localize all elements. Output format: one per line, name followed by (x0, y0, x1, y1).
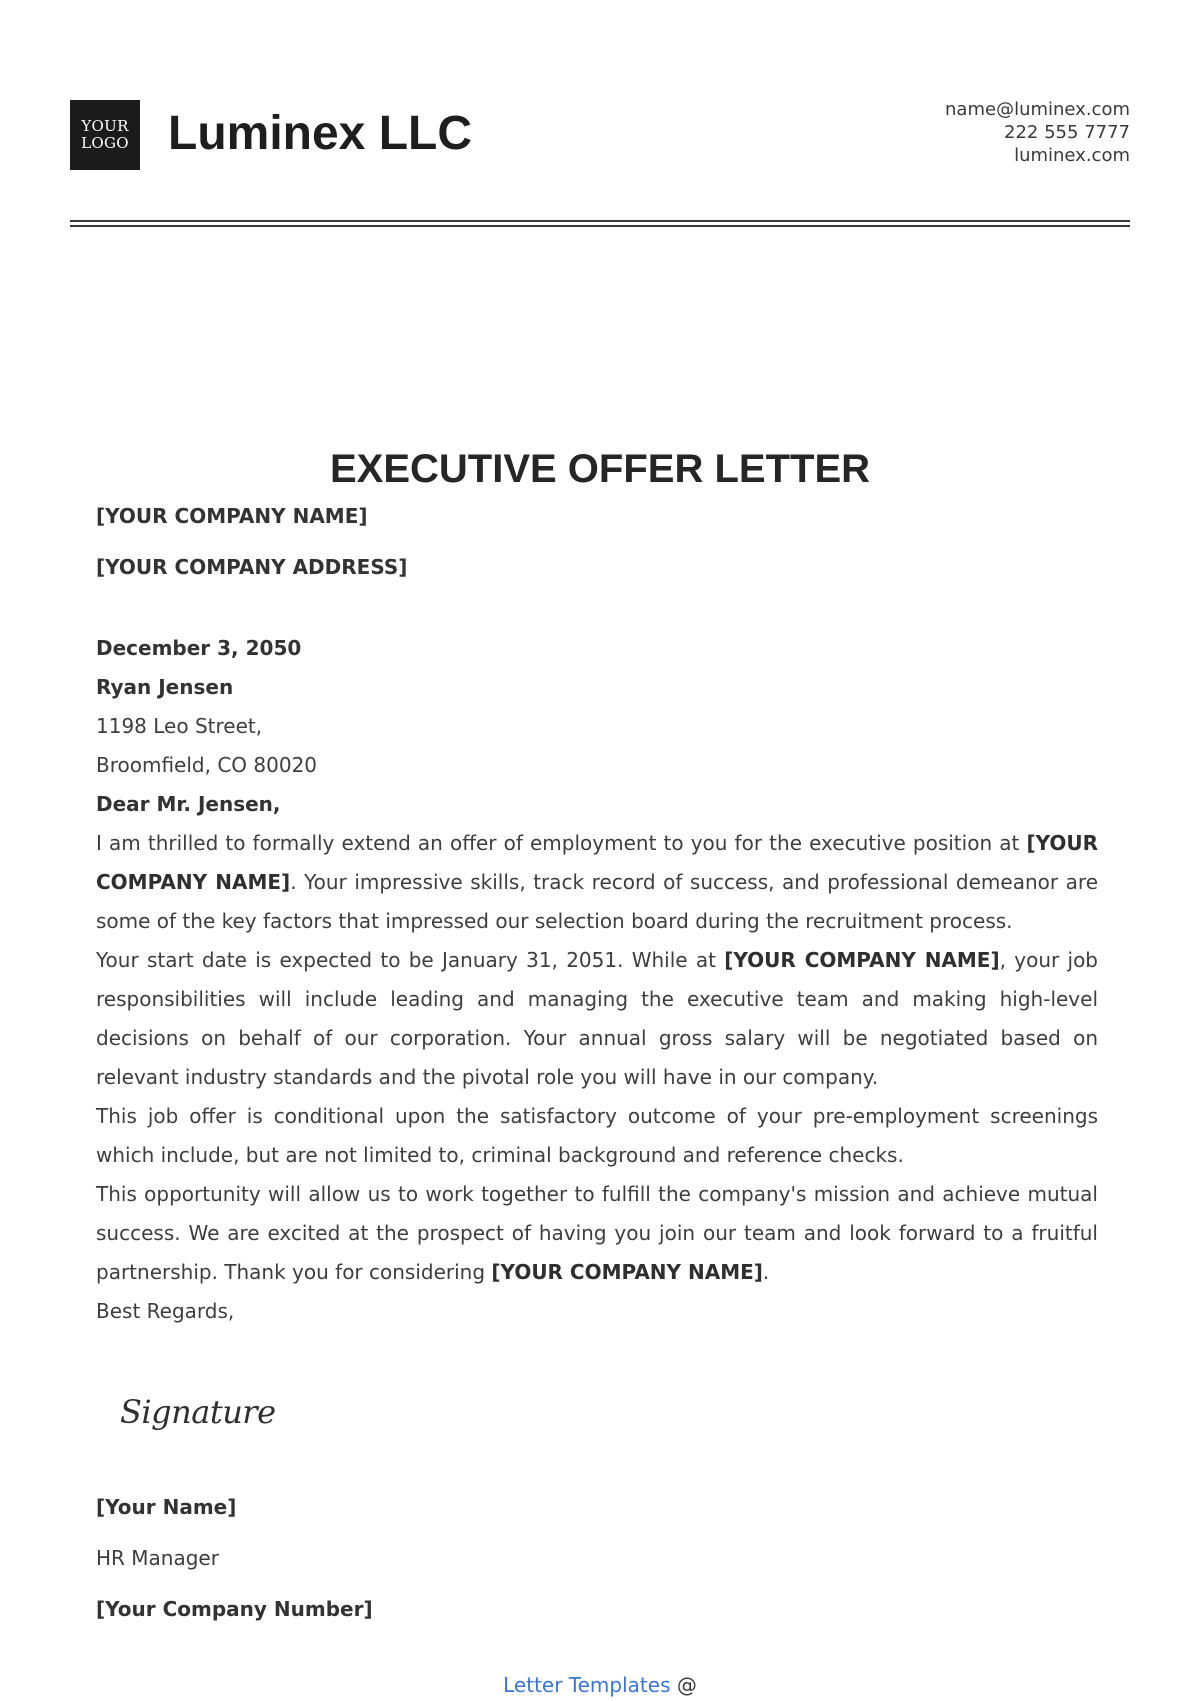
logo-text: YOUR LOGO (81, 117, 129, 152)
contact-block (945, 98, 1130, 167)
paragraph-1-text-b: . Your impressive skills, track record of success, and professional demeanor are some of the key factors that impressed our selection board during the recruitment process. (96, 870, 1098, 933)
company-brand-name: Luminex LLC (168, 107, 473, 160)
header-divider (70, 220, 1130, 227)
sender-company-address: [YOUR COMPANY ADDRESS] (96, 555, 408, 579)
paragraph-3: This job offer is conditional upon the satisfactory outcome of your pre-employment screenings which include, but are not limited to, criminal background and reference checks. (96, 1104, 1098, 1167)
paragraph-2-text-b: , your job responsibilities will include leading and managing the executive team and making high-level decisions on behalf of our corporation. Your annual gross salary will be negotiated based on relevant industry standards and the pivotal role you will have in our company. (96, 948, 1098, 1089)
sender-company-number: [Your Company Number] (96, 1597, 373, 1621)
letter-date: December 3, 2050 (96, 636, 302, 660)
paragraph-4 (96, 1175, 1098, 1292)
paragraph-4-text-a: This opportunity will allow us to work together to fulfill the company's mission and achieve mutual success. We are excited at the prospect of having you join our team and look forward to a fruitful partnership. Thank you for considering (96, 1182, 1098, 1284)
paragraph-2-company: [YOUR COMPANY NAME] (724, 948, 1000, 972)
footer-suffix: @ (670, 1673, 697, 1697)
sender-name: [Your Name] (96, 1495, 237, 1519)
paragraph-4-text-b: . (762, 1260, 770, 1284)
sender-company-block (96, 502, 1098, 530)
letterhead (70, 100, 1130, 172)
paragraph-1 (96, 824, 1098, 941)
sender-company-name: [YOUR COMPANY NAME] (96, 504, 368, 528)
salutation: Dear Mr. Jensen, (96, 792, 281, 816)
company-logo (70, 100, 140, 170)
paragraph-2 (96, 941, 1098, 1097)
paragraph-1-text-a: I am thrilled to formally extend an offer of employment to you for the executive position at (96, 831, 1027, 855)
paragraph-1-company: [YOUR COMPANY NAME] (96, 831, 1098, 894)
sender-address-block (96, 553, 1098, 581)
footer (0, 1672, 1200, 1698)
document-title: EXECUTIVE OFFER LETTER (329, 447, 871, 491)
letter-body (96, 629, 1098, 1331)
contact-phone: 222 555 7777 (1004, 122, 1130, 143)
letter-templates-link[interactable]: Letter Templates (503, 1673, 671, 1697)
recipient-city: Broomfield, CO 80020 (96, 753, 318, 777)
recipient-name: Ryan Jensen (96, 675, 234, 699)
closing: Best Regards, (96, 1299, 235, 1323)
signature: Signature (120, 1393, 276, 1431)
paragraph-2-text-a: Your start date is expected to be January 31, 2051. While at (96, 948, 725, 972)
recipient-street: 1198 Leo Street, (96, 714, 263, 738)
sender-title: HR Manager (96, 1546, 219, 1570)
contact-email[interactable]: name@luminex.com (945, 99, 1130, 120)
signer-block (96, 1493, 1098, 1623)
contact-website[interactable]: luminex.com (1014, 145, 1130, 166)
paragraph-4-company: [YOUR COMPANY NAME] (491, 1260, 763, 1284)
